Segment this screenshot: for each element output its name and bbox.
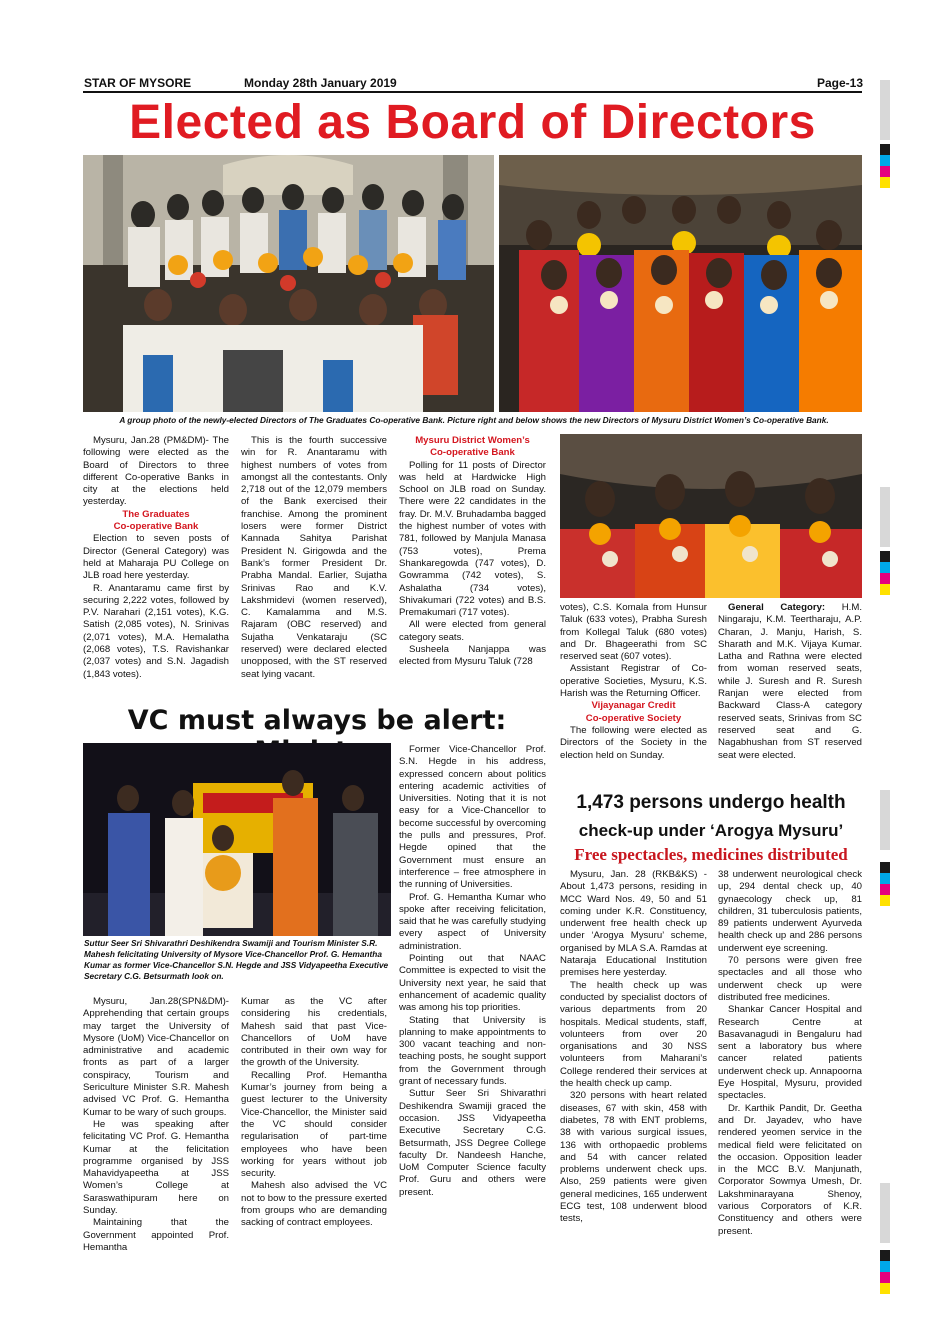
printer-gray-bar bbox=[880, 1183, 890, 1243]
article1-column-4 bbox=[560, 602, 707, 762]
paragraph: 38 underwent neurological check up, 294 dental check up, 40 gynaecology check up, 81 children, 31 tuberculosis patients, 89 patients underwent Ayurveda health check up and 286 persons underwent eye screening. bbox=[718, 869, 862, 954]
subhead: Vijayanagar Credit bbox=[591, 700, 676, 712]
paragraph: All were elected from general category seats. bbox=[399, 619, 546, 643]
article2-column-1 bbox=[83, 996, 229, 1254]
headline-health-checkup: 1,473 persons undergo health bbox=[576, 792, 846, 813]
reg-black bbox=[880, 551, 890, 562]
photo-womens-bank-directors bbox=[560, 434, 862, 598]
article3-column-2 bbox=[718, 869, 862, 1238]
paragraph: Polling for 11 posts of Director was held at Hardwicke High School on JLB road on Sunday. There were 22 candidates in the fray. Dr. M.V. Bruhadamba bagged the highest number of votes with 781, followed by Manjula Manasa (753 votes), Prema Shankaregowda (747 votes), D. Gowramma (742 votes), S. Ashalatha (734 votes), Shivakumari (722 votes) and B.S. Premakumari (717 votes). bbox=[399, 459, 546, 619]
paragraph: 320 persons with heart related diseases, 67 with skin, 458 with diabetes, 78 with ENT problems, 38 with various surgical issues, 136 with orthopaedic problems and 54 with cancer related problems underwent check ups. Also, 259 patients were given general medicines, 165 underwent ECG test, 108 underwent blood tests, bbox=[560, 1090, 707, 1225]
paragraph: Mysuru, Jan.28(SPN&DM)- Apprehending that certain groups may target the University of Mysore (UoM) Vice-Chancellor on administrative and academic fronts as part of a larger conspiracy, Tourism and Sericulture Minister S.R. Mahesh advised VC Prof. G. Hemantha Kumar to be wary of such groups. bbox=[83, 996, 229, 1118]
paragraph: Recalling Prof. Hemantha Kumar’s journey from being a guest lecturer to the University Vice-Chancellor, the Minister said the VC should consider regularisation of part-time employees who have been working for years without job security. bbox=[241, 1069, 387, 1180]
reg-cyan bbox=[880, 562, 890, 573]
article1-column-2 bbox=[241, 435, 387, 681]
reg-magenta bbox=[880, 884, 890, 895]
reg-black bbox=[880, 862, 890, 873]
paragraph: 70 persons were given free spectacles and all those who underwent check up were distributed free medicines. bbox=[718, 955, 862, 1003]
header-rule bbox=[83, 91, 862, 93]
paragraph: Stating that University is planning to make appointments to 300 vacant teaching and non-teaching posts, he sought support from the Government through grant of necessary funds. bbox=[399, 1014, 546, 1088]
paragraph: Mysuru, Jan. 28 (RKB&KS) - About 1,473 persons, residing in MCC Ward Nos. 49, 50 and 51 coming under K.R. Constituency, underwent free health check up under ‘Arogya Mysuru’ scheme, organised by MLA S.A. Ramdas at Nataraja Educational Institution premises here yesterday. bbox=[560, 869, 707, 979]
paragraph: Suttur Seer Sri Shivarathri Deshikendra Swamiji graced the occasion. JSS Vidyapeetha Executive Secretary C.G. Betsurmath, JSS Degree College faculty Dr. Nandeesh Hanche, UoM Computer Science faculty Prof. Guru and others were present. bbox=[399, 1088, 546, 1198]
article1-column-3 bbox=[399, 435, 546, 669]
paragraph: Assistant Registrar of Co-operative Societies, Mysuru, K.S. Harish was the Returning Officer. bbox=[560, 663, 707, 700]
photo-womens-bank-group bbox=[499, 155, 862, 412]
subhead: The Graduates bbox=[122, 508, 190, 520]
printer-gray-bar bbox=[880, 790, 890, 850]
paragraph: Pointing out that NAAC Committee is expected to visit the University next year, he said that enhancement of academic quality was among his top priorities. bbox=[399, 953, 546, 1014]
reg-magenta bbox=[880, 1272, 890, 1283]
article3-column-1 bbox=[560, 869, 707, 1226]
paragraph: Mahesh also advised the VC not to bow to the pressure exerted from groups who are demanding sacking of contract employees. bbox=[241, 1180, 387, 1229]
reg-cyan bbox=[880, 155, 890, 166]
printer-registration-marks bbox=[880, 144, 890, 188]
paragraph: Dr. Karthik Pandit, Dr. Geetha and Dr. Jayadev, who have rendered yeomen service in the medical field were felicitated on the occasion. Opposition leader in the MCC B.V. Manjunath, Corporator Sowmya Umesh, Dr. Lakshminarayana Shenoy, various Corporators of K.R. Constituency and others were present. bbox=[718, 1102, 862, 1237]
printer-registration-marks bbox=[880, 1250, 890, 1294]
subhead: Mysuru District Women’s bbox=[415, 435, 530, 446]
caption-vc-felicitation: Suttur Seer Sri Shivarathri Deshikendra Swamiji and Tourism Minister S.R. Mahesh felicitating University of Mysore Vice-Chancellor Prof. G. Hemantha Kumar as former Vice-Chancellor S.N. Hegde and JSS Vidyapeetha Executive Secretary C.G. Betsurmath look on. bbox=[84, 938, 389, 981]
reg-black bbox=[880, 144, 890, 155]
paragraph: He was speaking after felicitating VC Prof. G. Hemantha Kumar at the felicitation programme organised by JSS Mahavidyapeetha at JSS Women’s College at Saraswathipuram here on Sunday. bbox=[83, 1118, 229, 1217]
subhead: Co-operative Bank bbox=[113, 521, 199, 533]
reg-cyan bbox=[880, 1261, 890, 1272]
headline-board-of-directors: Elected as Board of Directors bbox=[129, 96, 816, 149]
reg-yellow bbox=[880, 584, 890, 595]
category-text: H.M. Ningaraju, K.M. Teertharaju, A.P. Charan, J. Manju, Harish, S. Sharath and M.K. Vijaya Kumar. Latha and Rathna were elected from woman reserved seats, while J. Suresh and R. Suresh Ranjan were elected from Backward Class-A category reserved seats, Srinivas from SC reserved seat and G. Nagabhushan from ST reserved seat were elected. bbox=[718, 602, 862, 761]
printer-gray-bar bbox=[880, 80, 890, 140]
subhead: Co-operative Bank bbox=[430, 447, 515, 459]
group-photo-image bbox=[83, 155, 494, 412]
paragraph: R. Anantaramu came first by securing 2,222 votes, followed by P.V. Narahari (2,151 votes), K.G. Satish (2,085 votes), N. Srinivas (2,071 votes), M.A. Hemalatha (2,068 votes), T.S. Ravishankar (2,037 votes) and S.N. Jagadish (1,843 votes). bbox=[83, 582, 229, 680]
paragraph: Election to seven posts of Director (General Category) was held at Maharaja PU College on JLB road here yesterday. bbox=[83, 533, 229, 582]
subhead-spectacles: Free spectacles, medicines distributed bbox=[574, 845, 848, 864]
headline-arogya-mysuru: check-up under ‘Arogya Mysuru’ bbox=[578, 821, 844, 840]
paragraph: Mysuru, Jan.28 (PM&DM)- The following were elected as the Board of Directors to three different Co-operative Banks in city at the elections held yesterday. bbox=[83, 435, 229, 508]
reg-yellow bbox=[880, 1283, 890, 1294]
paragraph: Prof. G. Hemantha Kumar who spoke after receiving felicitation, said that he was carefully studying every aspect of University administration. bbox=[399, 891, 546, 952]
paragraph: The health check up was conducted by specialist doctors of various departments from 20 hospitals. Medical students, staff, volunteers from over 20 organisations and 30 NSS volunteers from Maharani’s College rendered their services at the health check up camp. bbox=[560, 979, 707, 1090]
paragraph: Kumar as the VC after considering his credentials, Mahesh said that past Vice-Chancellors of UoM have contributed in their own way for the growth of the University. bbox=[241, 996, 387, 1069]
photo-vc-felicitation bbox=[83, 743, 391, 936]
article2-column-2 bbox=[241, 996, 387, 1230]
paragraph: The following were elected as Directors of the Society in the election held on Sunday. bbox=[560, 724, 707, 761]
article1-column-5 bbox=[718, 602, 862, 762]
reg-cyan bbox=[880, 873, 890, 884]
photo-graduates-bank-group bbox=[83, 155, 494, 412]
women-directors-photo-image bbox=[560, 434, 862, 598]
category-label: General Category: bbox=[728, 602, 826, 613]
paragraph: Susheela Nanjappa was elected from Mysuru Taluk (728 bbox=[399, 644, 546, 668]
paragraph: votes), C.S. Komala from Hunsur Taluk (633 votes), Prabha Suresh from Kollegal Taluk (680 votes) and Dr. Bhageerathi from SC reserved seat (607 votes). bbox=[560, 602, 707, 663]
felicitation-photo-image bbox=[83, 743, 391, 936]
reg-yellow bbox=[880, 177, 890, 188]
paragraph: Former Vice-Chancellor Prof. S.N. Hegde in his address, expressed concern about politics entering academic activities of Universities. Noting that it is not easy for a Vice-Chancellor to become successful by overcoming the pulls and pressures, Prof. Hegde opined that the Government must ensure an interference – free atmosphere in the running of Universities. bbox=[399, 744, 546, 891]
printer-gray-bar bbox=[880, 487, 890, 547]
reg-magenta bbox=[880, 166, 890, 177]
women-group-photo-image bbox=[499, 155, 862, 412]
page-number: Page-13 bbox=[817, 76, 864, 90]
article1-column-1 bbox=[83, 435, 229, 681]
paragraph bbox=[718, 602, 862, 762]
newspaper-name: STAR OF MYSORE bbox=[84, 76, 192, 90]
reg-magenta bbox=[880, 573, 890, 584]
paragraph: Maintaining that the Government appointed Prof. Hemantha bbox=[83, 1217, 229, 1253]
reg-black bbox=[880, 1250, 890, 1261]
reg-yellow bbox=[880, 895, 890, 906]
article2-column-3 bbox=[399, 744, 546, 1199]
paragraph: Shankar Cancer Hospital and Research Centre at Basavanagudi in Bengaluru had sent a laboratory bus where cancer related patients underwent check up. Annapoorna Eye Hospital, Mysuru, provided spectacles. bbox=[718, 1004, 862, 1102]
caption-board-photos: A group photo of the newly-elected Directors of The Graduates Co-operative Bank. Picture right and below shows the new Directors of Mysuru District Women’s Co-operative Bank. bbox=[119, 415, 829, 425]
printer-registration-marks bbox=[880, 551, 890, 595]
subhead: Co-operative Society bbox=[585, 712, 682, 724]
printer-registration-marks bbox=[880, 862, 890, 906]
paragraph: This is the fourth successive win for R. Anantaramu with highest numbers of votes from amongst all the contestants. Only 2,718 out of the 12,079 members of the Bank exercised their franchise. Among the prominent losers were former District Kannada Sahitya Parishat President N. Girigowda and the Bank’s former President Dr. Prabha Mandal. Earlier, Sujatha Srinivas Rao and K.V. Lakshmidevi (women reserved), C. Kamalamma and M.S. Rajaram (OBC reserved) and Sujatha Venkataraju (SC reserved) were declared elected unopposed, with the ST reserved seat lying vacant. bbox=[241, 435, 387, 680]
issue-date: Monday 28th January 2019 bbox=[244, 76, 397, 90]
headline-vc-alert: VC must always be alert: bbox=[127, 705, 507, 736]
